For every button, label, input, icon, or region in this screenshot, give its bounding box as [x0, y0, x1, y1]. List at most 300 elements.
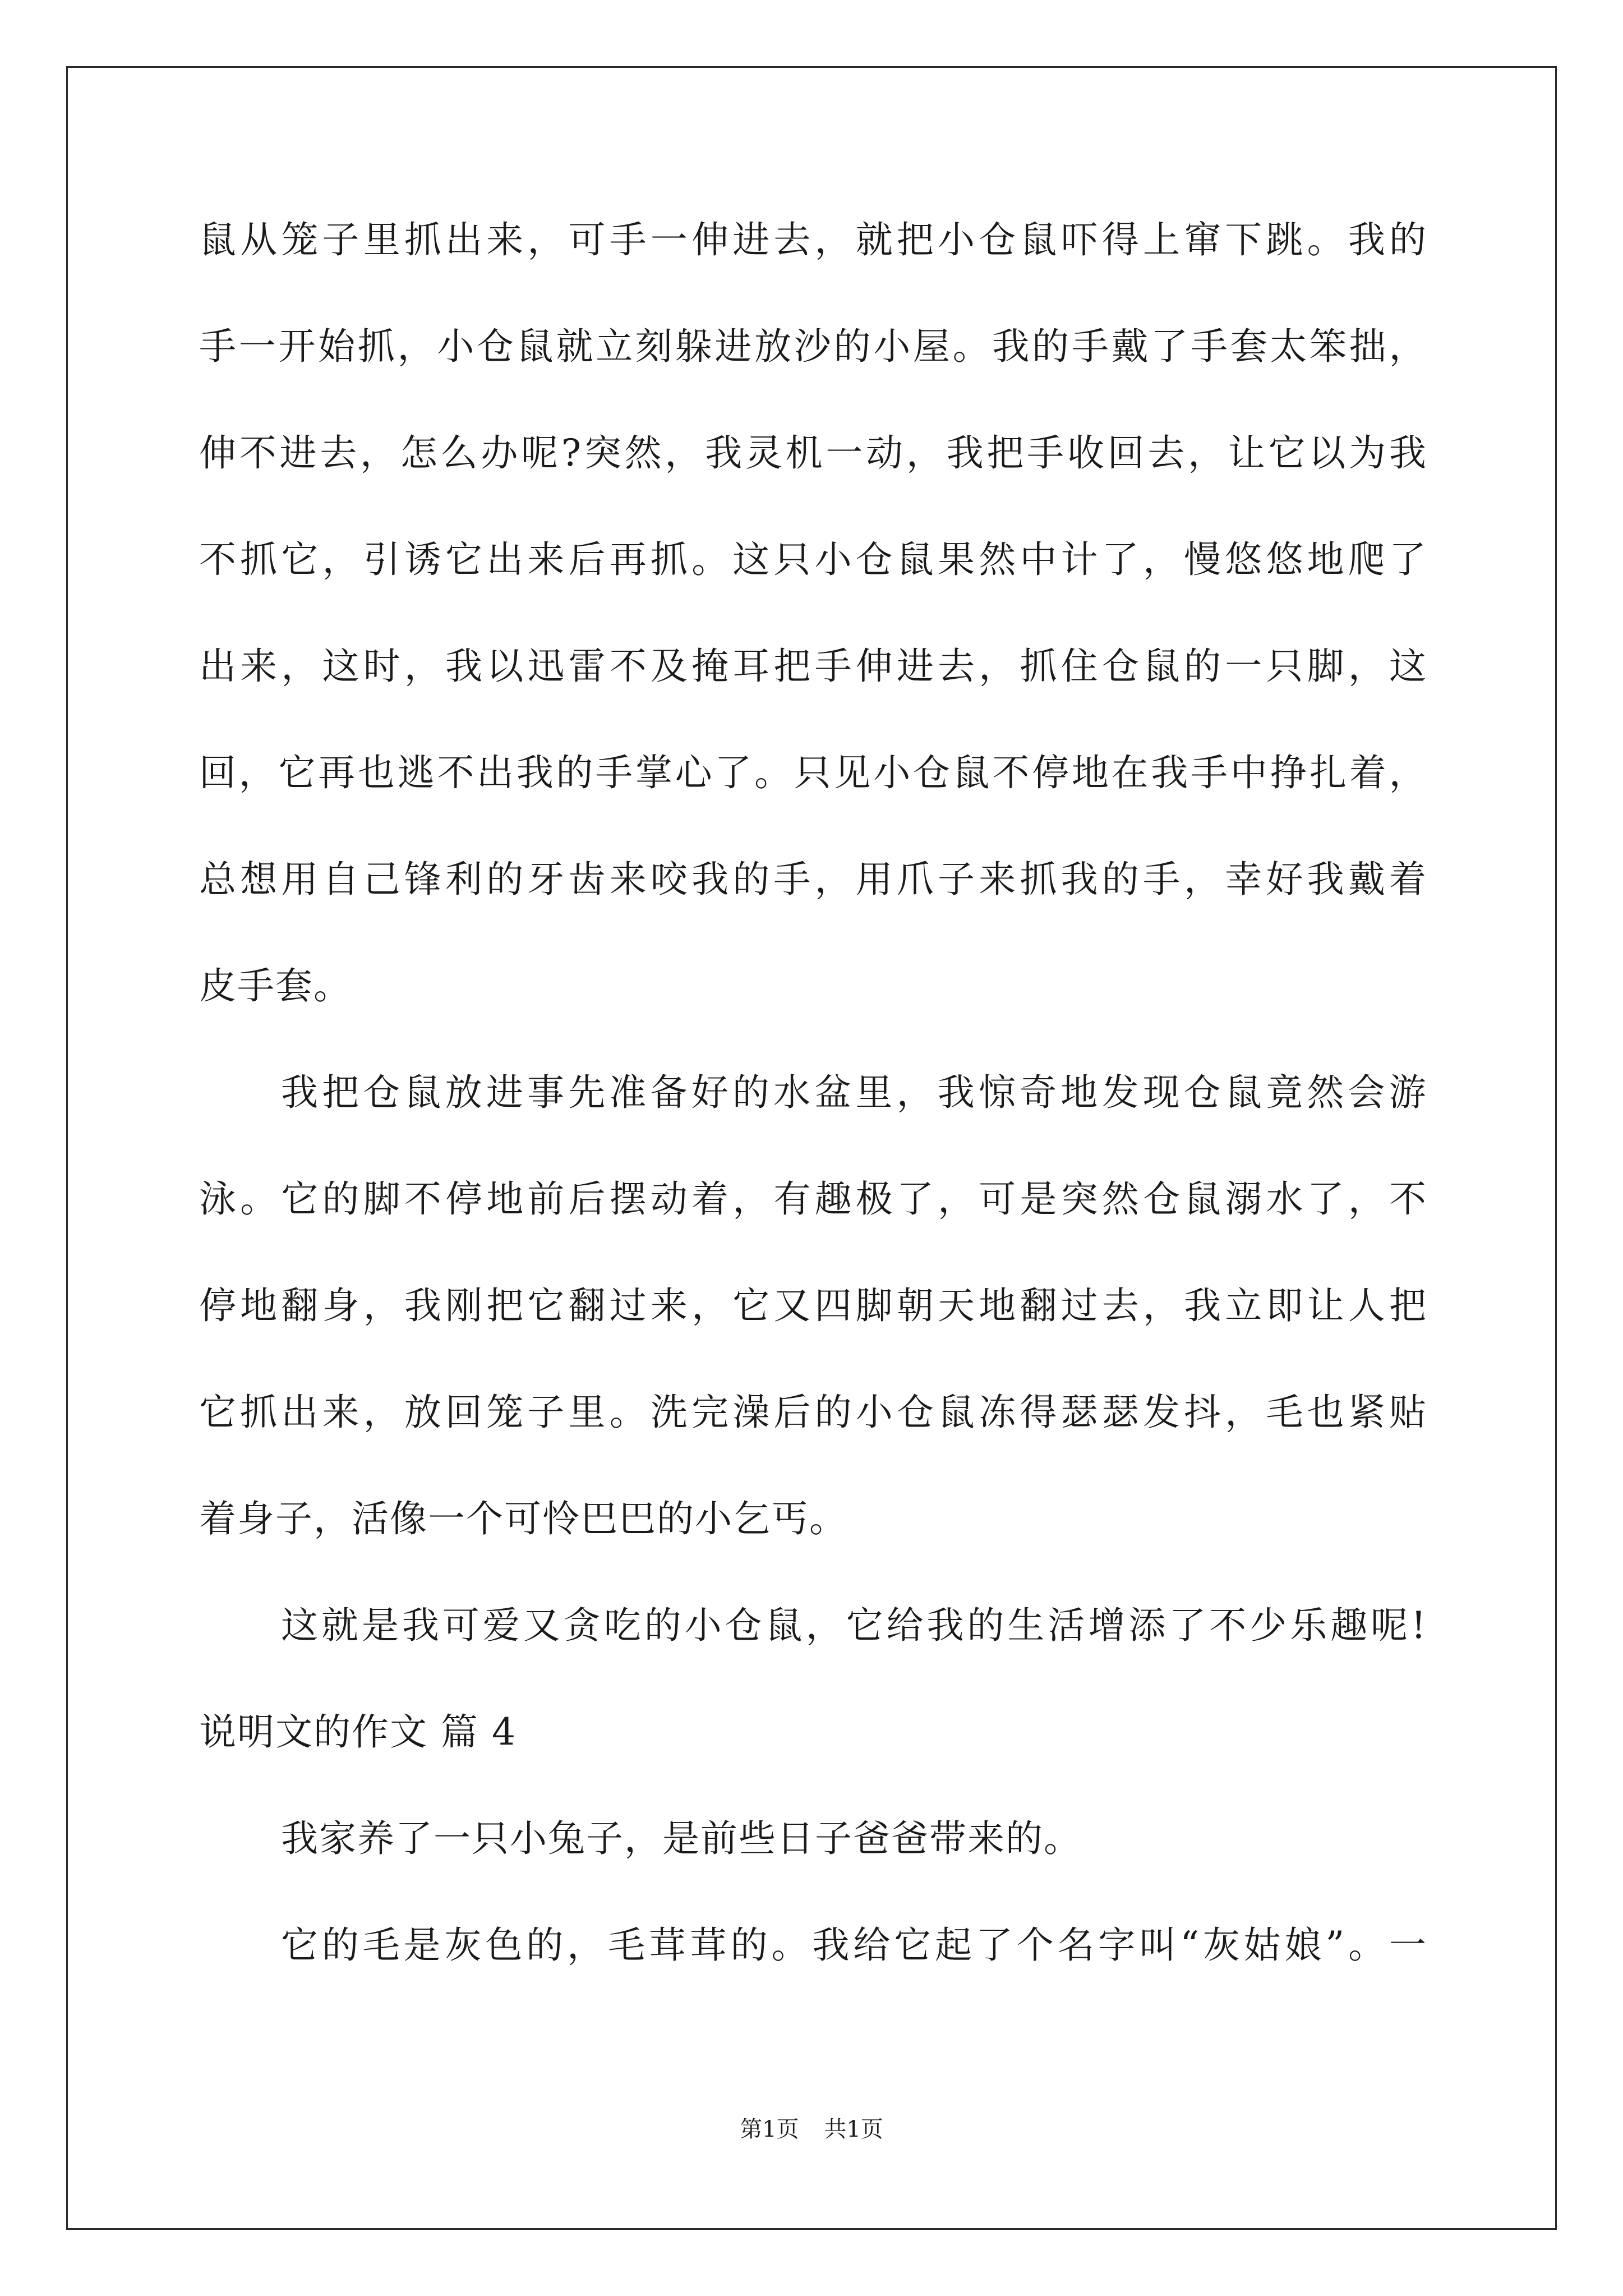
line-char: 把	[322, 1071, 361, 1114]
line-char: 出	[281, 1391, 320, 1434]
line-char: ，	[363, 1391, 402, 1434]
line-char: ?	[561, 431, 583, 475]
line-char: 紧	[1348, 1391, 1386, 1434]
line-char: 停	[445, 1177, 484, 1221]
line-char: 逃	[397, 751, 436, 794]
line-char: !	[1411, 1604, 1427, 1647]
line-char: 抓	[357, 325, 396, 368]
line-char: 了	[1101, 538, 1140, 581]
line-char: 备	[650, 1071, 689, 1114]
line-char: ，	[281, 645, 320, 688]
line-char: 抖	[1184, 1391, 1223, 1434]
line-char: 手	[1190, 751, 1229, 794]
line-char: ，	[1142, 1284, 1181, 1327]
line-char: 手	[1071, 325, 1110, 368]
line-char: 游	[1389, 1071, 1427, 1114]
line-char: 我	[1184, 1284, 1223, 1327]
line-char: 动	[866, 431, 905, 475]
line-char: 洗	[650, 1391, 689, 1434]
line-char: 戴	[1111, 325, 1150, 368]
line-char: 挣	[1270, 751, 1308, 794]
line-char: 办	[481, 431, 519, 475]
line-char: 自	[322, 858, 361, 901]
line-char: 爱	[482, 1604, 521, 1647]
text-line	[199, 1924, 1427, 2033]
line-char: 翻	[568, 1284, 607, 1327]
line-char: 开	[278, 325, 317, 368]
line-char: 了	[975, 1924, 1014, 1967]
line-char: 停	[199, 1284, 237, 1327]
line-char: 它	[281, 1924, 319, 1967]
line-char: 发	[1101, 1071, 1140, 1114]
line-char: 小	[873, 751, 912, 794]
line-char: 己	[363, 858, 402, 901]
line-char: 不	[609, 645, 648, 688]
line-char: 我	[946, 431, 985, 475]
line-char: 的	[321, 1924, 360, 1967]
line-char: 我	[992, 325, 1031, 368]
line-char: 了	[1169, 1604, 1207, 1647]
line-char: 地	[486, 1177, 525, 1221]
line-char: 出	[477, 751, 515, 794]
line-char: 一	[1389, 1924, 1427, 1967]
line-char: 它	[732, 1284, 771, 1327]
line-char: 时	[363, 645, 402, 688]
line-char: 贴	[1389, 1391, 1427, 1434]
line-char: 从	[240, 218, 279, 261]
text-line	[199, 964, 1427, 1074]
line-char: 即	[1266, 1284, 1304, 1327]
line-char: 小	[873, 325, 912, 368]
line-char: 笨	[1310, 325, 1348, 368]
line-char: 只	[1266, 645, 1304, 688]
line-char: ，	[665, 431, 703, 475]
line-char: 咬	[650, 858, 689, 901]
line-char: 再	[318, 751, 357, 794]
line-char: 在	[1111, 751, 1150, 794]
line-char: 我	[812, 1924, 851, 1967]
line-char: 来	[527, 538, 566, 581]
line-char: ，	[527, 218, 566, 261]
line-char: 掌	[635, 751, 674, 794]
line-char: 不	[992, 751, 1031, 794]
line-char: 脚	[363, 1177, 402, 1221]
line-char: 的	[732, 858, 771, 901]
line-char: 我	[1061, 858, 1099, 901]
line-char: 后	[568, 1177, 607, 1221]
line-char: ，	[1184, 858, 1223, 901]
line-char: 是	[1020, 1177, 1058, 1221]
line-char: 趣	[814, 1177, 853, 1221]
line-char: 然	[1307, 1071, 1345, 1114]
line-char: 齿	[568, 858, 607, 901]
line-char: 我	[404, 1284, 442, 1327]
line-char: 仓	[979, 218, 1017, 261]
line-char: ，	[1188, 431, 1227, 475]
line-char: 不	[1209, 1604, 1248, 1647]
line-char: 前	[527, 1177, 566, 1221]
line-char: 盆	[814, 1071, 853, 1114]
line-char: 然	[979, 538, 1017, 581]
line-char: 茸	[648, 1924, 687, 1967]
line-char: 抓	[650, 538, 689, 581]
line-char: 乐	[1290, 1604, 1329, 1647]
line-char: 鼠	[1142, 645, 1181, 688]
line-char: 中	[1230, 751, 1269, 794]
line-char: 收	[1067, 431, 1105, 475]
line-char: 身	[322, 1284, 361, 1327]
line-char: 里	[363, 218, 402, 261]
text-line	[199, 1391, 1427, 1501]
line-char: 仓	[912, 751, 951, 794]
line-char: 就	[321, 1604, 359, 1647]
line-char: 心	[675, 751, 713, 794]
line-char: 灵	[745, 431, 783, 475]
line-char: 过	[1061, 1284, 1099, 1327]
line-char: ，	[567, 1924, 606, 1967]
line-char: 把	[896, 218, 935, 261]
line-char: 鼠	[516, 325, 555, 368]
line-char: 我	[1307, 858, 1345, 901]
line-char: 仓	[855, 538, 894, 581]
line-char: 。	[1307, 218, 1345, 261]
line-char: 又	[523, 1604, 561, 1647]
line-char: 贪	[563, 1604, 602, 1647]
line-char: 地	[240, 1284, 279, 1327]
page-total: 共1页	[824, 2116, 883, 2142]
line-char: 抓	[1020, 645, 1058, 688]
line-char: 色	[485, 1924, 524, 1967]
line-char: 去	[938, 645, 976, 688]
line-char: 的	[833, 325, 872, 368]
line-char: 子	[527, 1391, 566, 1434]
line-char: 毛	[1266, 1391, 1304, 1434]
line-char: 它	[894, 1924, 933, 1967]
line-char: 沙	[794, 325, 832, 368]
line-char: 放	[445, 1071, 483, 1114]
line-char: 我	[516, 751, 555, 794]
line-char: ，	[1225, 1391, 1264, 1434]
line-char: ，	[979, 645, 1017, 688]
line-char: 好	[1266, 858, 1304, 901]
line-char: 不	[1389, 1177, 1427, 1221]
line-char: 窜	[1184, 218, 1223, 261]
line-text: 皮手套。	[199, 964, 352, 1007]
line-char: 放	[754, 325, 793, 368]
line-char: 我	[1151, 751, 1189, 794]
line-char: 小	[855, 1391, 894, 1434]
line-char: 澡	[732, 1391, 771, 1434]
line-char: 翻	[1020, 1284, 1058, 1327]
line-char: 给	[886, 1604, 925, 1647]
line-char: 仓	[725, 1604, 763, 1647]
line-char: 。	[691, 538, 730, 581]
line-char: 一	[826, 431, 864, 475]
line-char: 笼	[281, 218, 320, 261]
line-char: 突	[1061, 1177, 1099, 1221]
line-text: 说明文的作文 篇 4	[199, 1710, 517, 1754]
line-char: 名	[1057, 1924, 1096, 1967]
line-char: 的	[730, 1924, 769, 1967]
line-char: 抓	[404, 218, 442, 261]
line-char: 把	[486, 1284, 525, 1327]
line-char: 笼	[486, 1391, 525, 1434]
line-char: 先	[568, 1071, 607, 1114]
line-char: 翻	[281, 1284, 320, 1327]
line-char: 去	[320, 431, 358, 475]
line-char: 引	[363, 538, 402, 581]
line-char: 冻	[979, 1391, 1017, 1434]
line-char: 它	[278, 751, 317, 794]
line-char: 小	[684, 1604, 723, 1647]
line-char: 现	[1142, 1071, 1181, 1114]
line-char: 然	[624, 431, 663, 475]
line-char: 增	[1088, 1604, 1127, 1647]
line-char: 吃	[603, 1604, 642, 1647]
line-char: 可	[442, 1604, 481, 1647]
line-char: 毛	[362, 1924, 401, 1967]
line-char: 了	[1307, 1177, 1345, 1221]
line-char: 好	[691, 1071, 730, 1114]
line-char: 的	[526, 1924, 565, 1967]
line-char: 为	[1349, 431, 1387, 475]
line-char: 小	[938, 218, 976, 261]
text-line	[199, 751, 1427, 861]
line-char: 小	[814, 538, 853, 581]
line-char: 脚	[1307, 645, 1345, 688]
line-char: 有	[773, 1177, 812, 1221]
line-char: 我	[926, 1604, 965, 1647]
line-char: 刻	[635, 325, 674, 368]
line-char: 摆	[609, 1177, 648, 1221]
line-char: 我	[1348, 218, 1386, 261]
line-char: 放	[404, 1391, 442, 1434]
line-char: 爬	[1348, 538, 1386, 581]
line-char: 生	[1007, 1604, 1046, 1647]
line-char: 抓	[240, 1391, 279, 1434]
line-char: 的	[644, 1604, 683, 1647]
line-char: ，	[363, 1284, 402, 1327]
line-char: 悠	[1266, 538, 1304, 581]
line-char: 灰	[444, 1924, 483, 1967]
line-char: 一	[650, 218, 689, 261]
line-char: 让	[1307, 1284, 1345, 1327]
line-char: 一	[238, 325, 277, 368]
line-char: 然	[1101, 1177, 1140, 1221]
line-char: 地	[1061, 1071, 1099, 1114]
line-char: 里	[568, 1391, 607, 1434]
line-char: ，	[397, 325, 436, 368]
line-char: 再	[609, 538, 648, 581]
line-char: 回	[199, 751, 237, 794]
line-char: 下	[1225, 218, 1264, 261]
line-char: 是	[361, 1604, 400, 1647]
line-char: 屋	[912, 325, 951, 368]
line-char: 出	[486, 538, 525, 581]
line-char: 瑟	[1061, 1391, 1099, 1434]
line-char: 水	[773, 1071, 812, 1114]
line-char: ，	[404, 645, 442, 688]
line-char: ，	[1348, 1177, 1386, 1221]
line-char: 仓	[477, 325, 515, 368]
line-char: 。	[240, 1177, 279, 1221]
line-char: 添	[1128, 1604, 1167, 1647]
line-char: 。	[1348, 1924, 1387, 1967]
line-char: 也	[1307, 1391, 1345, 1434]
line-char: 这	[1389, 645, 1427, 688]
line-char: 过	[609, 1284, 648, 1327]
line-char: 这	[281, 1604, 319, 1647]
line-char: 掩	[691, 645, 730, 688]
line-char: 太	[1270, 325, 1308, 368]
line-char: 它	[527, 1284, 566, 1327]
line-char: 的	[556, 751, 594, 794]
line-char: 伸	[691, 218, 730, 261]
line-char: 戴	[1348, 858, 1386, 901]
line-char: 四	[814, 1284, 853, 1327]
line-char: 是	[403, 1924, 442, 1967]
line-char: 机	[785, 431, 824, 475]
line-char: 给	[853, 1924, 892, 1967]
text-line	[199, 538, 1427, 648]
line-char: 来	[486, 218, 525, 261]
line-char: 极	[855, 1177, 894, 1221]
line-char: 水	[1266, 1177, 1304, 1221]
line-char: 趣	[1330, 1604, 1369, 1647]
line-char: ，	[1348, 645, 1386, 688]
line-char: 朝	[896, 1284, 935, 1327]
line-char: 以	[1308, 431, 1347, 475]
line-char: 里	[855, 1071, 894, 1114]
line-char: 后	[773, 1391, 812, 1434]
line-char: 仓	[363, 1071, 402, 1114]
line-char: 鼠	[1184, 1177, 1223, 1221]
line-char: 刚	[445, 1284, 484, 1327]
line-char: ，	[691, 1284, 730, 1327]
line-char: 来	[979, 858, 1017, 901]
line-char: ”	[1325, 1924, 1346, 1967]
line-char: 跳	[1266, 218, 1304, 261]
line-char: 呢	[521, 431, 559, 475]
page-footer	[0, 2118, 1623, 2141]
line-char: 脚	[855, 1284, 894, 1327]
line-char: 不	[199, 538, 237, 581]
line-char: 的	[732, 1071, 771, 1114]
line-char: 又	[773, 1284, 812, 1327]
line-char: 姑	[1243, 1924, 1282, 1967]
line-char: 么	[440, 431, 479, 475]
line-char: 鼠	[199, 218, 237, 261]
line-char: 手	[1190, 325, 1229, 368]
line-char: 上	[1142, 218, 1181, 261]
document-body	[199, 218, 1427, 2033]
line-char: 我	[281, 1071, 319, 1114]
line-char: 牙	[527, 858, 566, 901]
line-char: 回	[1107, 431, 1146, 475]
line-char: ，	[814, 218, 853, 261]
line-char: 了	[1151, 325, 1189, 368]
line-char: 出	[445, 218, 484, 261]
line-char: 我	[937, 1071, 976, 1114]
text-line	[199, 1071, 1427, 1181]
line-char: 个	[1016, 1924, 1055, 1967]
line-char: 拙	[1349, 325, 1387, 368]
line-char: 怎	[400, 431, 439, 475]
line-char: 泳	[199, 1177, 237, 1221]
line-char: 也	[357, 751, 396, 794]
line-char: 以	[486, 645, 525, 688]
line-char: 它	[281, 538, 320, 581]
line-char: ，	[1142, 538, 1181, 581]
line-char: 它	[199, 1391, 237, 1434]
text-line	[199, 431, 1427, 541]
line-char: 总	[199, 858, 237, 901]
line-char: 可	[568, 218, 607, 261]
line-char: 雷	[568, 645, 607, 688]
line-char: 仓	[1101, 645, 1140, 688]
line-char: 。	[771, 1924, 810, 1967]
line-char: 去	[773, 218, 812, 261]
line-char: 瑟	[1101, 1391, 1140, 1434]
line-char: 躲	[675, 325, 713, 368]
line-char: 手	[1027, 431, 1066, 475]
line-char: 去	[1101, 1284, 1140, 1327]
line-char: 用	[281, 858, 320, 901]
line-char: 我	[691, 858, 730, 901]
line-char: 进	[732, 218, 771, 261]
line-char: ，	[938, 1177, 976, 1221]
line-char: 就	[855, 218, 894, 261]
line-char: 鼠	[1020, 218, 1058, 261]
line-char: 不	[437, 751, 476, 794]
line-char: 着	[691, 1177, 730, 1221]
line-char: 慢	[1184, 538, 1223, 581]
line-char: 停	[1032, 751, 1071, 794]
text-line	[199, 645, 1427, 754]
line-char: 出	[199, 645, 237, 688]
line-char: ，	[360, 431, 398, 475]
line-text: 着身子，活像一个可怜巴巴的小乞丐。	[199, 1497, 847, 1540]
line-char: 把	[986, 431, 1025, 475]
line-char: 字	[1098, 1924, 1137, 1967]
line-char: 它	[846, 1604, 884, 1647]
line-char: 来	[240, 645, 279, 688]
line-char: 让	[1228, 431, 1266, 475]
line-char: 后	[568, 538, 607, 581]
line-char: 想	[240, 858, 279, 901]
line-char: 溺	[1225, 1177, 1264, 1221]
line-char: 进	[896, 645, 935, 688]
line-char: 着	[1349, 751, 1387, 794]
line-char: 悠	[1225, 538, 1264, 581]
line-char: 诱	[404, 538, 442, 581]
line-char: 爪	[896, 858, 935, 901]
line-char: 的	[814, 1391, 853, 1434]
line-char: 这	[322, 645, 361, 688]
line-char: 的	[1101, 858, 1140, 901]
line-char: 娘	[1284, 1924, 1323, 1967]
line-char: 事	[527, 1071, 566, 1114]
line-char: 动	[650, 1177, 689, 1221]
text-line	[199, 1604, 1427, 1714]
line-char: 得	[1020, 1391, 1058, 1434]
line-char: 灰	[1202, 1924, 1241, 1967]
line-char: 来	[609, 858, 648, 901]
line-char: 鼠	[952, 751, 991, 794]
line-char: 地	[1071, 751, 1110, 794]
line-char: 发	[1142, 1391, 1181, 1434]
line-char: 奇	[1020, 1071, 1058, 1114]
